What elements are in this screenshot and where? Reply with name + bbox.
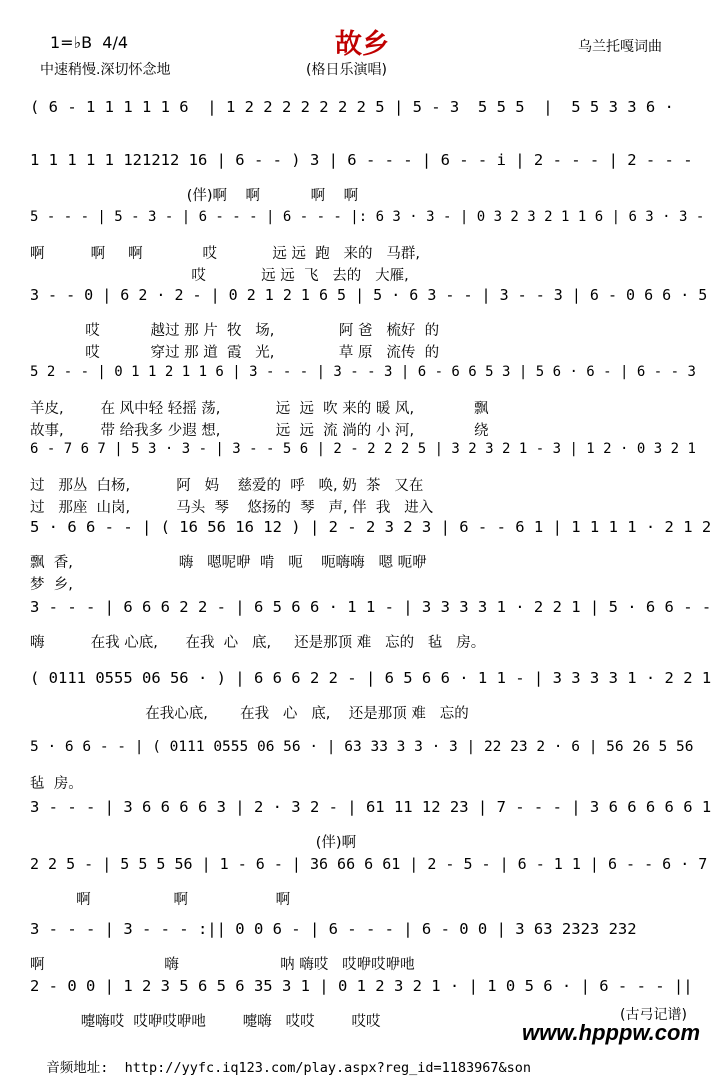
lyric-line: 嗨 在我 心底, 在我 心 底, 还是那顶 难 忘的 毡 房。 (30, 635, 486, 651)
notation-line: 5 2 - - | 0 1 1 2 1 1 6 | 3 - - - | 3 - - 3 | 6 - 6 6 5 3 | 5 6 · 6 - | 6 - - 3 (30, 364, 696, 380)
audio-link[interactable] (30, 1040, 531, 1076)
key-signature: 1=♭B 4/4 (50, 33, 129, 52)
lyric-line: 毡 房。 (30, 776, 83, 792)
site-watermark: www.hpppw.com (522, 1020, 701, 1045)
notation-line: 2 - 0 0 | 1 2 3 5 6 5 6 35 3 1 | 0 1 2 3 2 1 · | 1 0 5 6 · | 6 - - - || (30, 977, 693, 995)
lyric-line: (伴)啊 (30, 835, 357, 851)
notation-line: ( 0111 0555 06 56 · ) | 6 6 6 2 2 - | 6 5 6 6 · 1 1 - | 3 3 3 3 1 · 2 2 1 (30, 669, 712, 687)
lyric-line: 哎 穿过 那 道 霞 光, 草 原 流传 的 (30, 345, 440, 361)
lyric-line: 羊皮, 在 风中轻 轻摇 荡, 远 远 吹 来的 暖 风, 飘 (30, 401, 489, 417)
lyric-line: 哎 远 远 飞 去的 大雁, (30, 268, 409, 284)
notation-line: 5 · 6 6 - - | ( 16 56 16 12 ) | 2 - 2 3 2 3 | 6 - - 6 1 | 1 1 1 1 · 2 1 2 (30, 518, 712, 536)
lyric-line: 飘 香, 嗨 嗯呢咿 啃 呃 呃嗨嗨 嗯 呃咿 (30, 555, 427, 571)
lyric-line: 啊 啊 啊 (30, 892, 291, 908)
transcriber-credit: (古弓记谱) (620, 1007, 687, 1023)
song-title: 故乡 (335, 29, 389, 60)
lyric-line: 在我心底, 在我 心 底, 还是那顶 难 忘的 (30, 706, 469, 722)
lyric-line: 啊 啊 啊 哎 远 远 跑 来的 马群, (30, 246, 420, 262)
notation-line: 3 - - - | 3 - - - :|| 0 0 6 - | 6 - - - | 6 - 0 0 | 3 63 2323 232 (30, 920, 637, 938)
lyric-line: 梦 乡, (30, 577, 73, 593)
audio-link-label: 音频地址: (46, 1060, 109, 1076)
performer: (格日乐演唱) (306, 62, 387, 78)
lyric-line: 过 那丛 白杨, 阿 妈 慈爱的 呼 唤, 奶 茶 又在 (30, 478, 424, 494)
notation-line: 6 - 7 6 7 | 5 3 · 3 - | 3 - - 5 6 | 2 - 2 2 2 5 | 3 2 3 2 1 - 3 | 1 2 · 0 3 2 1 (30, 441, 696, 457)
notation-line: 2 2 5 - | 5 5 5 56 | 1 - 6 - | 36 66 6 61 | 2 - 5 - | 6 - 1 1 | 6 - - 6 · 7 (30, 855, 708, 873)
lyric-line: (伴)啊 啊 啊 啊 (30, 188, 359, 204)
notation-line: ( 6 - 1 1 1 1 1 6 | 1 2 2 2 2 2 2 2 5 | 5 - 3 5 5 5 | 5 5 3 3 6 · (30, 98, 674, 116)
lyric-line: 啊 嗨 呐 嗨哎 哎咿哎咿吔 (30, 957, 415, 973)
tempo-mark: 中速稍慢.深切怀念地 (40, 62, 171, 78)
lyric-line: 嚏嗨哎 哎咿哎咿吔 嚏嗨 哎哎 哎哎 (30, 1014, 381, 1030)
notation-line: 3 - - 0 | 6 2 · 2 - | 0 2 1 2 1 6 5 | 5 · 6 3 - - | 3 - - 3 | 6 - 0 6 6 · 5 (30, 286, 708, 304)
author: 乌兰托嘎词曲 (578, 39, 662, 55)
lyric-line: 故事, 带 给我多 少遐 想, 远 远 流 淌的 小 河, 绕 (30, 423, 489, 439)
audio-link-url[interactable]: http://yyfc.iq123.com/play.aspx?reg_id=1183967&son (124, 1060, 532, 1076)
lyric-line: 过 那座 山岗, 马头 琴 悠扬的 琴 声, 伴 我 进入 (30, 500, 434, 516)
notation-line: 1 1 1 1 1 121212 16 | 6 - - ) 3 | 6 - - - | 6 - - i | 2 - - - | 2 - - - (30, 151, 693, 169)
lyric-line: 哎 越过 那 片 牧 场, 阿 爸 梳好 的 (30, 323, 440, 339)
notation-line: 5 - - - | 5 - 3 - | 6 - - - | 6 - - - |: 6 3 · 3 - | 0 3 2 3 2 1 1 6 | 6 3 · 3 - (30, 209, 705, 225)
notation-line: 3 - - - | 3 6 6 6 6 3 | 2 · 3 2 - | 61 11 12 23 | 7 - - - | 3 6 6 6 6 6 1 (30, 798, 712, 816)
notation-line: 5 · 6 6 - - | ( 0111 0555 06 56 · | 63 33 3 3 · 3 | 22 23 2 · 6 | 56 26 5 56 (30, 739, 694, 755)
notation-line: 3 - - - | 6 6 6 2 2 - | 6 5 6 6 · 1 1 - | 3 3 3 3 1 · 2 2 1 | 5 · 6 6 - - (30, 598, 712, 616)
